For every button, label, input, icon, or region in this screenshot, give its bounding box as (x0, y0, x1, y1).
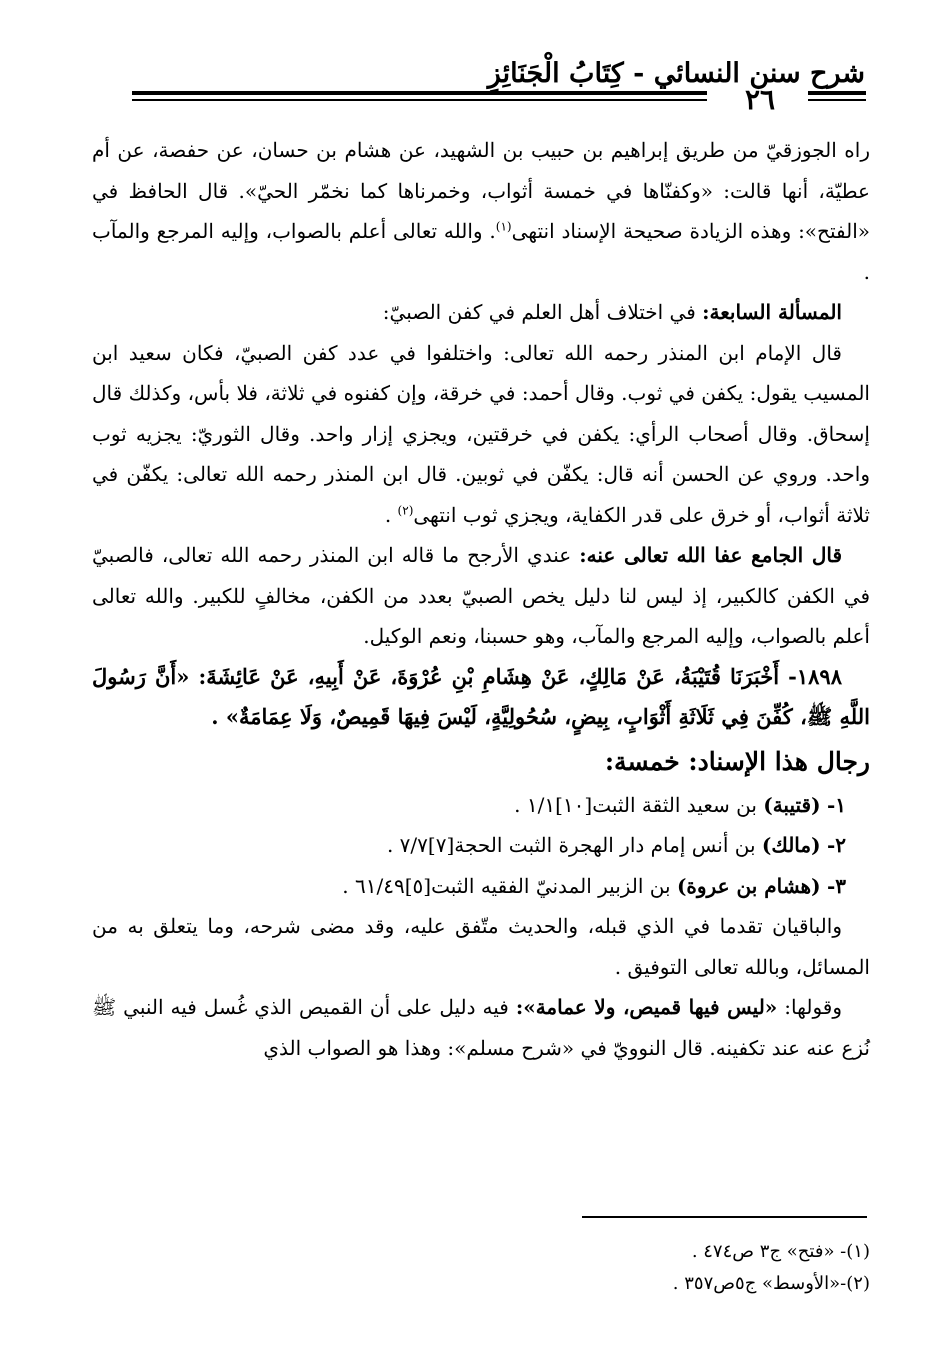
hadith-text: ١٨٩٨- أَخْبَرَنَا قُتَيْبَةُ، عَنْ مَالِكٍ، عَنْ هِشَامِ بْنِ عُرْوَةَ، عَنْ أَبِيهِ، عَنْ عَائِشَةَ: «أَنَّ رَسُولَ اللَّهِ ﷺ، كُفِّنَ فِي ثَلَاثَةِ أَثْوَابٍ، بِيضٍ، سُحُولِيَّةٍ، لَيْسَ فِيهَا قَمِيصٌ، وَلَا عِمَامَةٌ» . (92, 663, 870, 729)
paragraph: راه الجوزقيّ من طريق إبراهيم بن حبيب بن الشهيد، عن هشام بن حسان، عن حفصة، عن أم عطيّة، أنها قالت: «وكفنّاها في خمسة أثواب، وخمرناها كما نخمّر الحيّ». قال الحافظ في «الفتح»: وهذه الزيادة صحيحة الإسناد انتهى$^{(١)}$. والله تعالى أعلم بالصواب، وإليه المرجع والمآب . (92, 138, 870, 284)
header-rule-thick (132, 91, 707, 95)
body-text (92, 130, 870, 1068)
issue-heading: المسألة السابعة: في اختلاف أهل العلم في كفن الصبيّ: (382, 300, 842, 324)
page-number: ٢٦ (744, 83, 776, 116)
paragraph: قال الإمام ابن المنذر رحمه الله تعالى: واختلفوا في عدد كفن الصبيّ، فكان سعيد ابن المسيب يقول: يكفن في ثوب. وقال أحمد: في خرقة، وإن كفنوه في ثلاثة، فلا بأس، وكذلك قال إسحاق. وقال أصحاب الرأي: يكفن في خرقتين، ويجزي إزار واحد. وقال الثوريّ: يجزيه ثوب واحد. وروي عن الحسن أنه قال: يكفّن في ثوبين. قال ابن المنذر رحمه الله تعالى: يكفّن في ثلاثة أثواب، أو خرق على قدر الكفاية، ويجزي ثوب انتهى$^{(٢)}$ . (92, 340, 870, 527)
issue-label: المسألة السابعة: (702, 300, 842, 324)
footnotes (560, 1236, 870, 1300)
paragraph: والباقيان تقدما في الذي قبله، والحديث متّفق عليه، وقد مضى شرحه، وما يتعلق به من المسائل، وبالله تعالى التوفيق . (92, 914, 870, 979)
narrator-item: ٢- (مالك) بن أنس إمام دار الهجرة الثبت الحجة[٧]٧/٧ . (386, 833, 846, 857)
footnote-ref[interactable]: (١) (495, 219, 512, 234)
header-rule-thin (132, 99, 707, 101)
paragraph: وقولها: «ليس فيها قميص، ولا عمامة»: فيه دليل على أن القميص الذي غُسل فيه النبي ﷺ نُزع عنه عند تكفينه. قال النوويّ في «شرح مسلم»: وهذا هو الصواب الذي (92, 995, 870, 1060)
footnote: (٢)-«الأوسط» ج٥ص٣٥٧ . (672, 1273, 870, 1294)
page-number-rule-thin (808, 99, 866, 101)
footnote-ref[interactable]: (٢) (397, 502, 414, 517)
footnote-separator (582, 1216, 867, 1218)
page-number-rule-thick (808, 91, 866, 95)
author-label: قال الجامع عفا الله تعالى عنه: (579, 543, 842, 567)
rijal-heading: رجال هذا الإسناد: خمسة: (604, 746, 870, 776)
narrator-item: ١- (قتيبة) بن سعيد الثقة الثبت[١٠]١/١ . (514, 792, 846, 817)
narrator-item: ٣- (هشام بن عروة) بن الزبير المدنيّ الفقيه الثبت[٥]٦١/٤٩ . (342, 873, 846, 898)
author-comment: قال الجامع عفا الله تعالى عنه: عندي الأرجح ما قاله ابن المنذر رحمه الله تعالى، فالصبيّ في الكفن كالكبير، إذ ليس لنا دليل يخص الصبيّ بعدد من الكفن، مخالفٍ للكبير. والله تعالى أعلم بالصواب، وإليه المرجع والمآب، وهو حسبنا، ونعم الوكيل. (92, 543, 870, 648)
footnote: (١)- «فتح» ج٣ ص٤٧٤ . (691, 1241, 870, 1262)
running-title: شرح سنن النسائي - كِتَابُ الْجَنَائِزِ (487, 58, 865, 89)
